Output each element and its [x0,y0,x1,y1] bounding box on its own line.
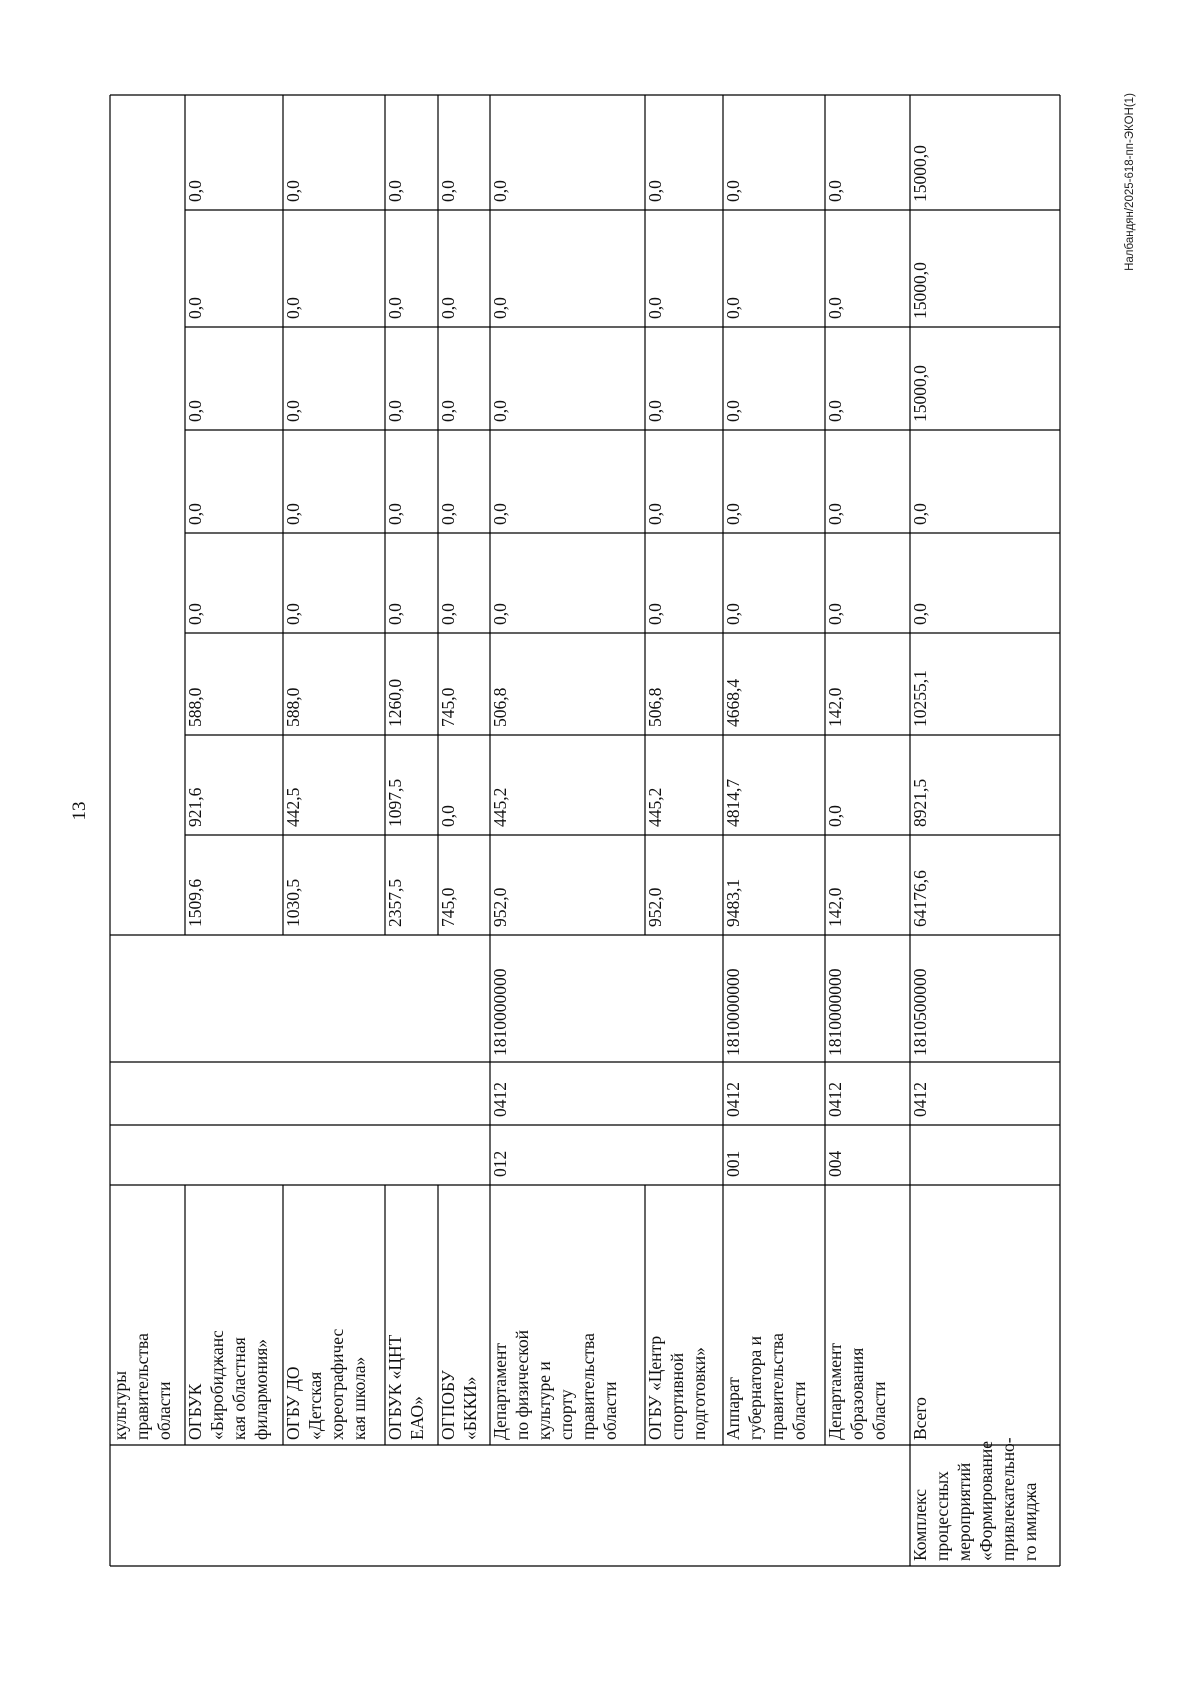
recipient-name: области [869,1381,889,1440]
recipient-name: спортивной [667,1352,687,1440]
target-article-code: 1810000000 [825,968,845,1056]
amount-cell: 142,0 [825,887,845,927]
recipient-name: губернатора и [745,1336,765,1440]
amount-cell: 0,0 [490,503,510,525]
amount-cell: 442,5 [283,787,303,827]
amount-cell: 745,0 [438,687,458,727]
grbs-code: 012 [490,1150,510,1177]
document-code: Налбандян/2025-618-пп-ЭКОН(1) [1124,93,1136,271]
recipient-name: спорту [556,1389,576,1440]
recipient-name: по физической [512,1330,532,1440]
recipient-name: ОГБУ ДО [283,1366,303,1440]
amount-cell: 2357,5 [385,878,405,927]
amount-cell: 0,0 [910,503,930,525]
amount-cell: 588,0 [185,687,205,727]
amount-cell: 0,0 [723,297,743,319]
amount-cell: 0,0 [185,180,205,202]
amount-cell: 0,0 [438,297,458,319]
amount-cell: 9483,1 [723,878,743,927]
amount-cell: 0,0 [283,297,303,319]
recipient-name: Департамент [825,1342,845,1440]
amount-cell: 0,0 [645,603,665,625]
amount-cell: 445,2 [645,787,665,827]
amount-cell: 0,0 [438,603,458,625]
program-name: Комплекс [910,1489,930,1561]
amount-cell: 0,0 [185,603,205,625]
amount-cell: 588,0 [283,687,303,727]
amount-cell: 15000,0 [910,145,930,202]
amount-cell: 0,0 [825,503,845,525]
grbs-code: 001 [723,1150,743,1177]
recipient-name: «БККИ» [460,1376,480,1440]
amount-cell: 0,0 [490,180,510,202]
amount-cell: 0,0 [723,400,743,422]
recipient-name: Аппарат [723,1377,743,1440]
amount-cell: 10255,1 [910,670,930,727]
recipient-name: хореографичес [327,1328,347,1440]
recipient-name: образования [847,1347,867,1440]
amount-cell: 0,0 [185,503,205,525]
program-name: «Формирование [976,1440,996,1561]
amount-cell: 0,0 [385,400,405,422]
amount-cell: 921,6 [185,787,205,827]
target-article-code: 1810000000 [723,968,743,1056]
amount-cell: 0,0 [645,400,665,422]
page-number: 13 [69,801,90,821]
amount-cell: 0,0 [825,603,845,625]
recipient-name: ОГПОБУ [438,1370,458,1440]
amount-cell: 0,0 [385,603,405,625]
amount-cell: 1509,6 [185,878,205,927]
section-code: 0412 [490,1082,510,1117]
recipient-name: правительства [132,1333,152,1440]
amount-cell: 0,0 [185,400,205,422]
section-code: 0412 [910,1082,930,1117]
amount-cell: 64176,6 [910,870,930,927]
program-name: мероприятий [954,1462,974,1561]
amount-cell: 0,0 [825,297,845,319]
recipient-name: культуре и [534,1361,554,1440]
amount-cell: 0,0 [723,603,743,625]
amount-cell: 4668,4 [723,678,743,727]
amount-cell: 0,0 [910,603,930,625]
amount-cell: 0,0 [645,503,665,525]
amount-cell: 0,0 [723,503,743,525]
recipient-name: кая областная [229,1337,249,1440]
target-article-code: 1810500000 [910,968,930,1056]
amount-cell: 0,0 [385,503,405,525]
amount-cell: 1097,5 [385,778,405,827]
amount-cell: 0,0 [283,603,303,625]
amount-cell: 0,0 [490,603,510,625]
recipient-name: филармония» [251,1338,271,1440]
recipient-name: «Биробиджанс [207,1330,227,1440]
amount-cell: 0,0 [825,400,845,422]
amount-cell: 0,0 [490,400,510,422]
program-name: процессных [932,1471,952,1561]
amount-cell: 0,0 [645,297,665,319]
recipient-name: культуры [110,1371,130,1440]
recipient-name: ОГБУК «ЦНТ [385,1334,405,1440]
amount-cell: 952,0 [645,887,665,927]
amount-cell: 0,0 [438,805,458,827]
amount-cell: 506,8 [645,687,665,727]
amount-cell: 0,0 [438,400,458,422]
amount-cell: 0,0 [385,180,405,202]
amount-cell: 0,0 [438,180,458,202]
recipient-name: Департамент [490,1342,510,1440]
program-name: привлекательно- [998,1437,1018,1561]
amount-cell: 142,0 [825,687,845,727]
program-name: го имиджа [1020,1482,1040,1561]
section-code: 0412 [723,1082,743,1117]
recipient-name: «Детская [305,1371,325,1440]
amount-cell: 0,0 [825,805,845,827]
amount-cell: 0,0 [438,503,458,525]
amount-cell: 0,0 [723,180,743,202]
amount-cell: 0,0 [825,180,845,202]
recipient-name: подготовки» [689,1347,709,1440]
amount-cell: 506,8 [490,687,510,727]
amount-cell: 0,0 [645,180,665,202]
recipient-name: кая школа» [349,1356,369,1440]
section-code: 0412 [825,1082,845,1117]
amount-cell: 15000,0 [910,365,930,422]
recipient-name: ОГБУК [185,1383,205,1440]
amount-cell: 745,0 [438,887,458,927]
amount-cell: 0,0 [185,297,205,319]
recipient-name: области [789,1381,809,1440]
amount-cell: 0,0 [490,297,510,319]
recipient-name: области [600,1381,620,1440]
amount-cell: 4814,7 [723,778,743,827]
recipient-name: правительства [578,1333,598,1440]
grbs-code: 004 [825,1150,845,1177]
amount-cell: 0,0 [283,180,303,202]
amount-cell: 0,0 [385,297,405,319]
recipient-name: правительства [767,1333,787,1440]
amount-cell: 445,2 [490,787,510,827]
recipient-name: Всего [910,1397,930,1440]
target-article-code: 1810000000 [490,968,510,1056]
amount-cell: 0,0 [283,400,303,422]
recipient-name: ОГБУ «Центр [645,1335,665,1440]
amount-cell: 0,0 [283,503,303,525]
amount-cell: 1030,5 [283,878,303,927]
amount-cell: 15000,0 [910,262,930,319]
recipient-name: области [154,1381,174,1440]
amount-cell: 952,0 [490,887,510,927]
recipient-name: ЕАО» [407,1396,427,1440]
amount-cell: 1260,0 [385,678,405,727]
amount-cell: 8921,5 [910,778,930,827]
